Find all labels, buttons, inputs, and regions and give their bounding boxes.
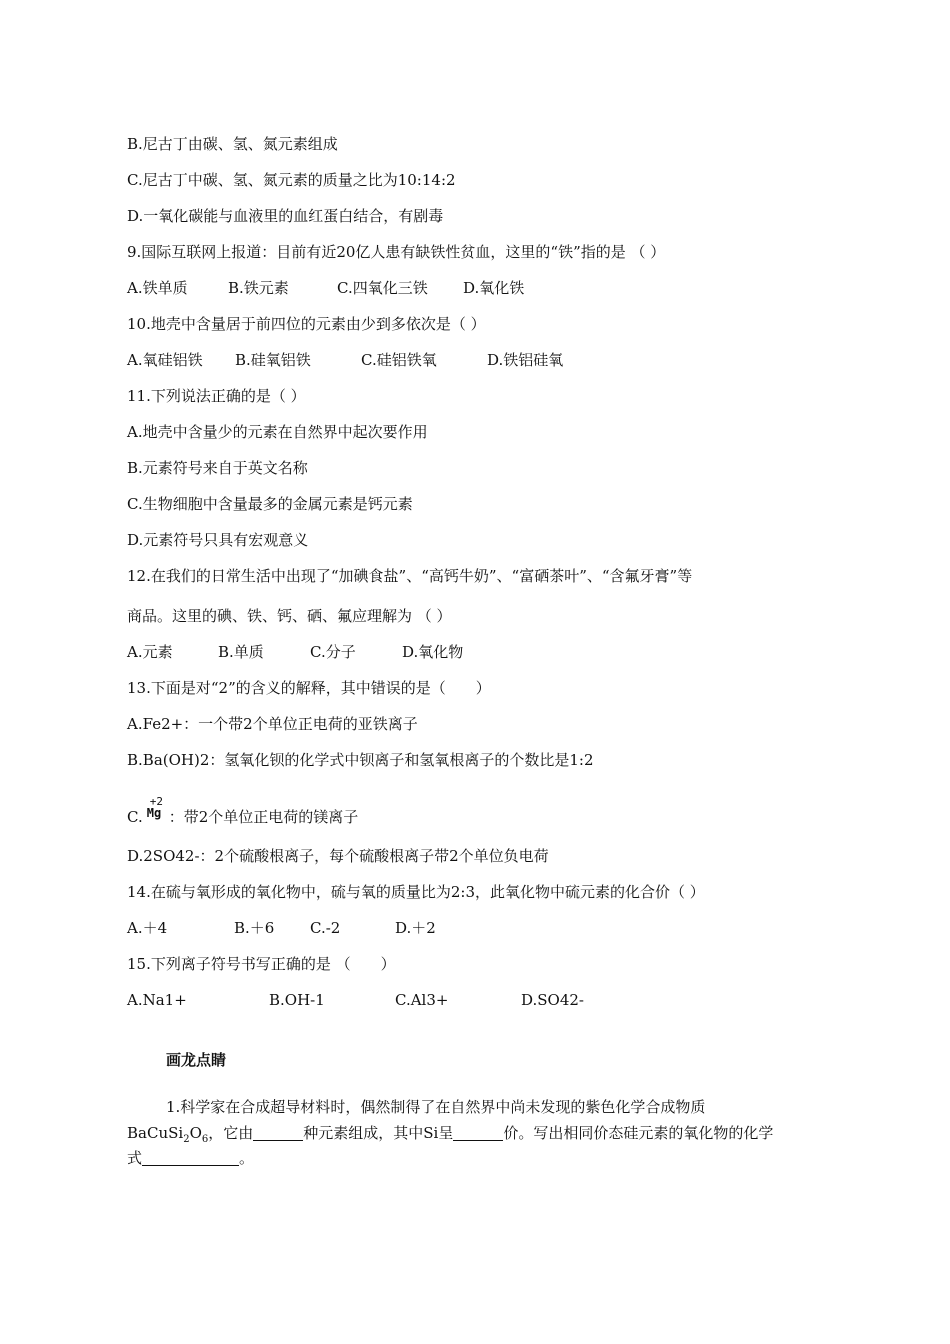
q11-option-d: D.元素符号只具有宏观意义 xyxy=(127,531,309,549)
formula-subscript-2: 6 xyxy=(201,1134,209,1145)
option-c-nicotine: C.尼古丁中碳、氢、氮元素的质量之比为10:14:2 xyxy=(127,171,456,189)
q13-option-a: A.Fe2+：一个带2个单位正电荷的亚铁离子 xyxy=(127,715,418,733)
q13c-text: ：带2个单位正电荷的镁离子 xyxy=(168,808,359,826)
answer-blank-element-count[interactable] xyxy=(253,1124,303,1141)
magnesium-valence-symbol xyxy=(146,795,167,830)
option-b-nicotine: B.尼古丁由碳、氢、氮元素组成 xyxy=(127,135,338,153)
question-15-options xyxy=(127,990,584,1010)
q13c-prefix: C. xyxy=(127,808,143,826)
answer-blank-oxide-formula[interactable] xyxy=(142,1149,239,1166)
q12-option-a: A.元素 xyxy=(127,643,173,661)
q10-option-b: B.硅氧铝铁 xyxy=(235,351,311,369)
question-10-options xyxy=(127,350,563,370)
q13-option-d: D.2SO42-：2个硫酸根离子，每个硫酸根离子带2个单位负电荷 xyxy=(127,847,549,865)
question-12-options xyxy=(127,642,463,662)
formula-part-1: BaCuSi xyxy=(127,1124,184,1142)
q9-option-a: A.铁单质 xyxy=(127,279,188,297)
q14-option-b: B.＋6 xyxy=(234,919,275,937)
question-12: 12.在我们的日常生活中出现了“加碘食盐”、“高钙牛奶”、“富硒茶叶”、“含氟牙膏”等 xyxy=(127,567,693,585)
option-d-co: D.一氧化碳能与血液里的血红蛋白结合，有剧毒 xyxy=(127,207,444,225)
fill-question-1-line2 xyxy=(127,1123,773,1150)
q10-option-d: D.铁铝硅氧 xyxy=(487,351,564,369)
question-10: 10.地壳中含量居于前四位的元素由少到多依次是（ ） xyxy=(127,315,486,333)
q11-option-a: A.地壳中含量少的元素在自然界中起次要作用 xyxy=(127,423,428,441)
valence-superscript: +2 xyxy=(149,795,163,808)
question-15: 15.下列离子符号书写正确的是 （ ） xyxy=(127,955,396,973)
q14-option-a: A.＋4 xyxy=(127,919,168,937)
q13-option-b: B.Ba(OH)2：氢氧化钡的化学式中钡离子和氢氧根离子的个数比是1:2 xyxy=(127,751,594,769)
q12-option-b: B.单质 xyxy=(218,643,264,661)
question-9-options xyxy=(127,278,524,298)
q14-option-c: C.-2 xyxy=(310,919,341,937)
q12-option-d: D.氧化物 xyxy=(402,643,464,661)
section-heading: 画龙点睛 xyxy=(166,1051,227,1069)
text-segment: 。 xyxy=(239,1149,255,1167)
question-9: 9.国际互联网上报道：目前有近20亿人患有缺铁性贫血，这里的“铁”指的是 （ ） xyxy=(127,243,666,261)
formula-part-2: O xyxy=(189,1124,202,1142)
q9-option-b: B.铁元素 xyxy=(228,279,289,297)
question-12-cont: 商品。这里的碘、铁、钙、硒、氟应理解为 （ ） xyxy=(127,607,452,625)
q10-option-c: C.硅铝铁氧 xyxy=(361,351,437,369)
q11-option-b: B.元素符号来自于英文名称 xyxy=(127,459,308,477)
text-segment: 种元素组成，其中Si呈 xyxy=(303,1124,454,1142)
text-segment: 价。写出相同价态硅元素的氧化物的化学 xyxy=(503,1124,774,1142)
q9-option-d: D.氧化铁 xyxy=(463,279,525,297)
q11-option-c: C.生物细胞中含量最多的金属元素是钙元素 xyxy=(127,495,413,513)
question-14: 14.在硫与氧形成的氧化物中，硫与氧的质量比为2:3，此氧化物中硫元素的化合价（ ） xyxy=(127,883,705,901)
question-13: 13.下面是对“2”的含义的解释，其中错误的是（ ） xyxy=(127,679,491,697)
q15-option-b: B.OH-1 xyxy=(269,991,325,1009)
q12-option-c: C.分子 xyxy=(310,643,356,661)
text-segment: 式 xyxy=(127,1149,143,1167)
fill-question-1-line1: 1.科学家在合成超导材料时，偶然制得了在自然界中尚未发现的紫色化学合成物质 xyxy=(166,1098,706,1116)
q13-option-c xyxy=(127,795,359,830)
q15-option-c: C.Al3+ xyxy=(395,991,449,1009)
element-symbol: Mg xyxy=(146,806,162,820)
q15-option-a: A.Na1+ xyxy=(127,991,187,1009)
chemical-formula xyxy=(127,1124,209,1145)
q15-option-d: D.SO42- xyxy=(521,991,584,1009)
formula-subscript-1: 2 xyxy=(183,1134,190,1145)
question-11: 11.下列说法正确的是（ ） xyxy=(127,387,306,405)
fill-question-1-line3 xyxy=(127,1148,254,1168)
answer-blank-valence[interactable] xyxy=(453,1124,503,1141)
text-segment: ，它由 xyxy=(208,1124,254,1142)
question-14-options xyxy=(127,918,436,938)
q9-option-c: C.四氧化三铁 xyxy=(337,279,428,297)
q10-option-a: A.氧硅铝铁 xyxy=(127,351,203,369)
q14-option-d: D.＋2 xyxy=(395,919,436,937)
